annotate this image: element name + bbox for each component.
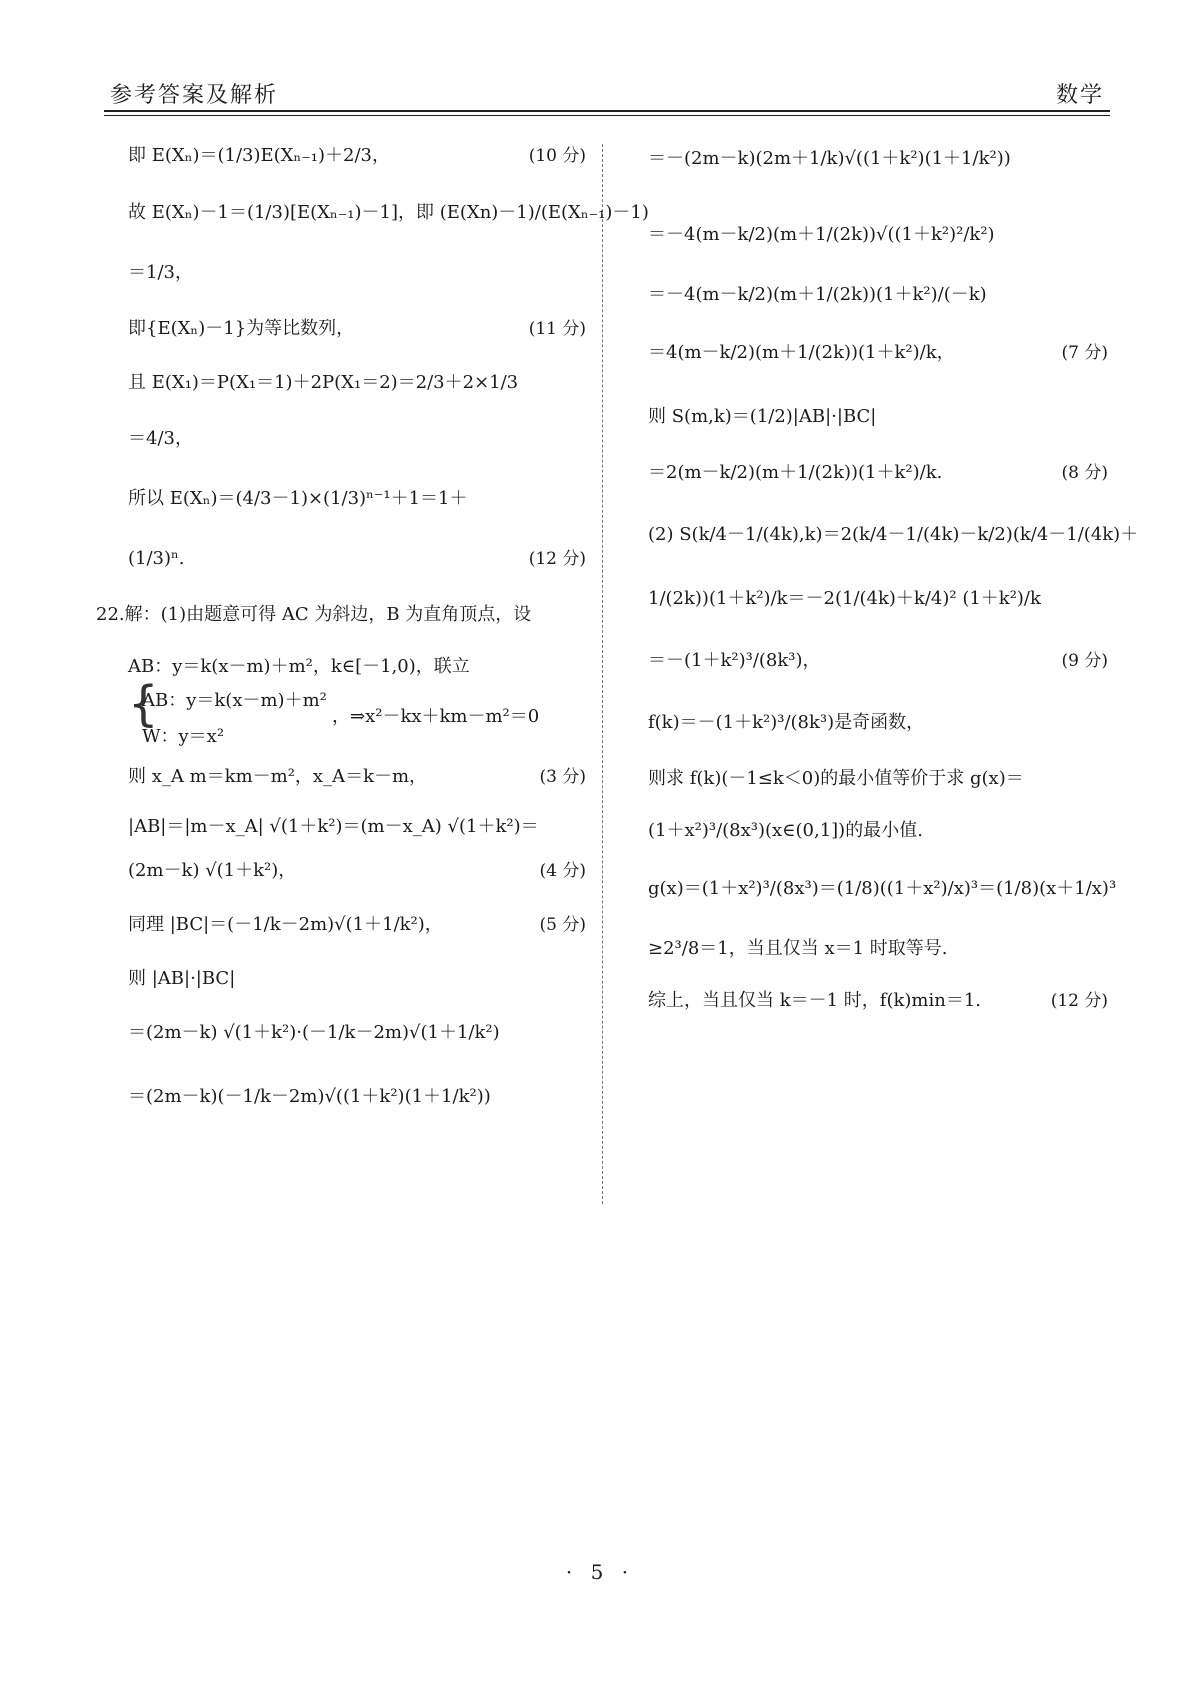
score-mark: (9 分) [1061, 651, 1108, 671]
score-mark: (11 分) [528, 319, 586, 339]
solution-line: (1/3)ⁿ. [128, 548, 185, 569]
solution-line: (2m－k) √(1＋k²)， [128, 860, 297, 881]
solution-line: ＝1/3， [128, 262, 193, 283]
solution-line: 即{E(Xₙ)－1}为等比数列， [128, 318, 355, 339]
solution-line: ＝(2m－k) √(1＋k²)·(－1/k－2m)√(1＋1/k²) [128, 1022, 500, 1043]
solution-line: ＝－(2m－k)(2m＋1/k)√((1＋k²)(1＋1/k²)) [648, 148, 1011, 169]
header-subject: 数学 [1055, 83, 1104, 108]
header-title: 参考答案及解析 [110, 83, 279, 108]
solution-line: 即 E(Xₙ)＝(1/3)E(Xₙ₋₁)＋2/3， [128, 145, 390, 166]
score-mark: (3 分) [539, 767, 586, 787]
solution-line: 则求 f(k)(－1≤k＜0)的最小值等价于求 g(x)＝ [648, 768, 1024, 789]
header-rule-thick [104, 110, 1110, 112]
solution-line: ＝4/3， [128, 428, 193, 449]
solution-line: 则 x_A m＝km－m²，x_A＝k－m， [128, 766, 428, 787]
solution-line: ＝4(m－k/2)(m＋1/(2k))(1＋k²)/k， [648, 342, 955, 363]
system-line: W：y＝x² [142, 726, 225, 747]
solution-line: 且 E(X₁)＝P(X₁＝1)＋2P(X₁＝2)＝2/3＋2×1/3 [128, 372, 519, 393]
solution-line: 则 S(m,k)＝(1/2)|AB|·|BC| [648, 406, 877, 427]
solution-line: 同理 |BC|＝(－1/k－2m)√(1＋1/k²)， [128, 914, 443, 935]
solution-line: ＝－4(m－k/2)(m＋1/(2k))(1＋k²)/(－k) [648, 284, 987, 305]
solution-line: 则 |AB|·|BC| [128, 968, 236, 989]
score-mark: (10 分) [528, 146, 586, 166]
solution-line: AB：y＝k(x－m)＋m²，k∈[－1,0)，联立 [128, 656, 470, 677]
page-number: · 5 · [565, 1560, 635, 1584]
score-mark: (12 分) [1050, 991, 1108, 1011]
equation-system [96, 676, 586, 750]
header-rule-thin [104, 115, 1110, 116]
solution-line: 1/(2k))(1＋k²)/k＝－2(1/(4k)＋k/4)² (1＋k²)/k [648, 588, 1041, 609]
solution-line: g(x)＝(1＋x²)³/(8x³)＝(1/8)((1＋x²)/x)³＝(1/8)(x＋1/x)³ [648, 878, 1117, 899]
solution-line: (2) S(k/4－1/(4k),k)＝2(k/4－1/(4k)－k/2)(k/4－1/(4k)＋ [648, 524, 1139, 545]
score-mark: (7 分) [1061, 343, 1108, 363]
system-result: ，⇒x²－kx＋km－m²＝0 [332, 706, 540, 727]
solution-line: ＝(2m－k)(－1/k－2m)√((1＋k²)(1＋1/k²)) [128, 1086, 491, 1107]
solution-line: ＝－(1＋k²)³/(8k³)， [648, 650, 821, 671]
column-divider [602, 144, 603, 1204]
system-brace: { [128, 676, 159, 732]
problem-22-heading: 22.解：(1)由题意可得 AC 为斜边，B 为直角顶点，设 [96, 604, 532, 625]
solution-line: ≥2³/8＝1，当且仅当 x＝1 时取等号. [648, 938, 948, 959]
solution-line: 故 E(Xₙ)－1＝(1/3)[E(Xₙ₋₁)－1]，即 (E(Xn)－1)/(E(Xₙ₋₁)－1) [128, 202, 649, 223]
score-mark: (8 分) [1061, 463, 1108, 483]
score-mark: (4 分) [539, 861, 586, 881]
score-mark: (5 分) [539, 915, 586, 935]
solution-line: (1＋x²)³/(8x³)(x∈(0,1])的最小值. [648, 820, 923, 841]
solution-line: ＝－4(m－k/2)(m＋1/(2k))√((1＋k²)²/k²) [648, 224, 995, 245]
system-line: AB：y＝k(x－m)＋m² [142, 690, 327, 711]
score-mark: (12 分) [528, 549, 586, 569]
solution-line: ＝2(m－k/2)(m＋1/(2k))(1＋k²)/k. [648, 462, 943, 483]
solution-line: f(k)＝－(1＋k²)³/(8k³)是奇函数， [648, 712, 925, 733]
solution-line: |AB|＝|m－x_A| √(1＋k²)＝(m－x_A) √(1＋k²)＝ [128, 816, 539, 837]
solution-line: 所以 E(Xₙ)＝(4/3－1)×(1/3)ⁿ⁻¹＋1＝1＋ [128, 488, 468, 509]
conclusion-line: 综上，当且仅当 k＝－1 时，f(k)min＝1. [648, 990, 982, 1011]
